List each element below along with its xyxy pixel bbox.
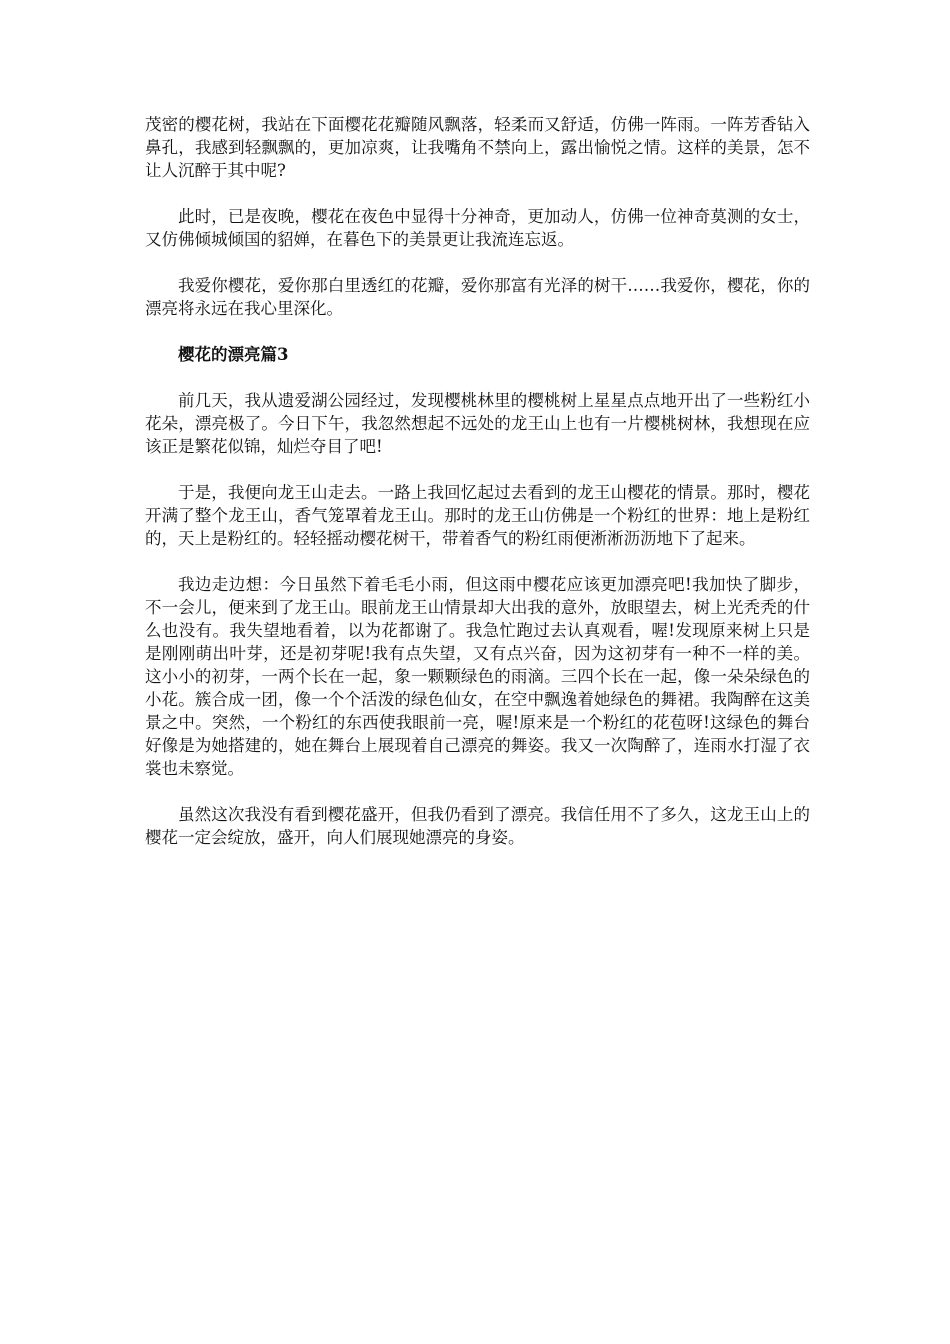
paragraph: 于是，我便向龙王山走去。一路上我回忆起过去看到的龙王山樱花的情景。那时，樱花开满了整个龙王山，香气笼罩着龙王山。那时的龙王山仿佛是一个粉红的世界：地上是粉红的，天上是粉红的。轻轻摇动樱花树干，带着香气的粉红雨便淅淅沥沥地下了起来。	[145, 483, 810, 548]
paragraph: 前几天，我从遗爱湖公园经过，发现樱桃林里的樱桃树上星星点点地开出了一些粉红小花朵，漂亮极了。今日下午，我忽然想起不远处的龙王山上也有一片樱桃树林，我想现在应该正是繁花似锦，灿烂夺目了吧!	[145, 391, 810, 456]
paragraph: 虽然这次我没有看到樱花盛开，但我仍看到了漂亮。我信任用不了多久，这龙王山上的樱花一定会绽放，盛开，向人们展现她漂亮的身姿。	[145, 805, 810, 847]
paragraph: 我边走边想：今日虽然下着毛毛小雨，但这雨中樱花应该更加漂亮吧!我加快了脚步，不一会儿，便来到了龙王山。眼前龙王山情景却大出我的意外，放眼望去，树上光秃秃的什么也没有。我失望地看着，以为花都谢了。我急忙跑过去认真观看，喔!发现原来树上只是是刚刚萌出叶芽，还是初芽呢!我有点失望，又有点兴奋，因为这初芽有一种不一样的美。这小小的初芽，一两个长在一起，象一颗颗绿色的雨滴。三四个长在一起，像一朵朵绿色的小花。簇合成一团，像一个个活泼的绿色仙女，在空中飘逸着她绿色的舞裙。我陶醉在这美景之中。突然，一个粉红的东西使我眼前一亮，喔!原来是一个粉红的花苞呀!这绿色的舞台好像是为她搭建的，她在舞台上展现着自己漂亮的舞姿。我又一次陶醉了，连雨水打湿了衣裳也未察觉。	[145, 575, 810, 778]
document-body	[145, 113, 810, 872]
section-heading: 樱花的漂亮篇3	[178, 345, 289, 364]
paragraph: 我爱你樱花，爱你那白里透红的花瓣，爱你那富有光泽的树干……我爱你，樱花，你的漂亮将永远在我心里深化。	[145, 276, 810, 318]
paragraph: 茂密的樱花树，我站在下面樱花花瓣随风飘落，轻柔而又舒适，仿佛一阵雨。一阵芳香钻入鼻孔，我感到轻飘飘的，更加凉爽，让我嘴角不禁向上，露出愉悦之情。这样的美景，怎不让人沉醉于其中呢?	[145, 115, 810, 180]
paragraph: 此时，已是夜晚，樱花在夜色中显得十分神奇，更加动人，仿佛一位神奇莫测的女士，又仿佛倾城倾国的貂婵，在暮色下的美景更让我流连忘返。	[145, 207, 810, 249]
